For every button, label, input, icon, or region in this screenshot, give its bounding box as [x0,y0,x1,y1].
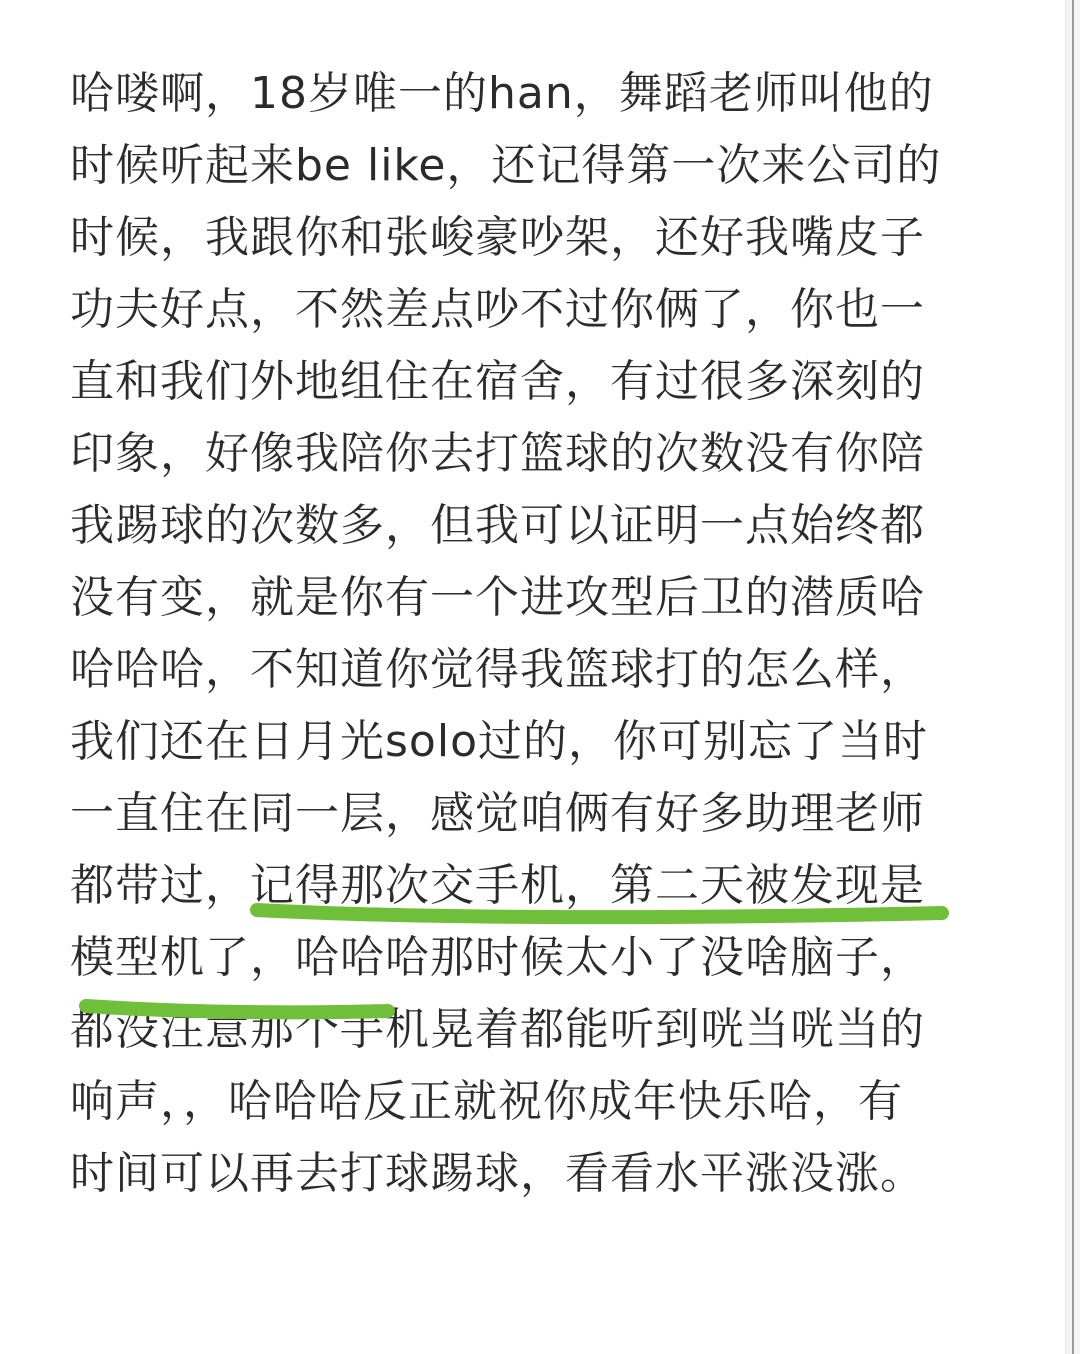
text-line: 模型机了，哈哈哈那时候太小了没啥脑子， [70,932,925,983]
text-line: 响声，，哈哈哈反正就祝你成年快乐哈，有 [70,1076,903,1127]
text-line: 都带过，记得那次交手机，第二天被发现是 [70,860,925,911]
text-line: 都没注意那个手机晃着都能听到咣当咣当的 [70,1004,925,1055]
text-line: 没有变，就是你有一个进攻型后卫的潜质哈 [70,572,925,623]
text-line: 一直住在同一层，感觉咱俩有好多助理老师 [70,788,925,839]
text-line: 时候听起来be like，还记得第一次来公司的 [70,140,942,191]
text-line: 直和我们外地组住在宿舍，有过很多深刻的 [70,356,925,407]
text-line: 功夫好点，不然差点吵不过你俩了，你也一 [70,284,925,335]
text-line: 时间可以再去打球踢球，看看水平涨没涨。 [70,1148,925,1199]
scrollbar[interactable] [1065,0,1080,1354]
text-line: 哈哈哈，不知道你觉得我篮球打的怎么样， [70,644,925,695]
text-line: 哈喽啊，18岁唯一的han，舞蹈老师叫他的 [70,68,934,119]
scrollbar-thumb[interactable] [1072,0,1074,1354]
text-line: 印象，好像我陪你去打篮球的次数没有你陪 [70,428,925,479]
document-body [70,58,990,1210]
text-line: 我们还在日月光solo过的，你可别忘了当时 [70,716,928,767]
text-line: 我踢球的次数多，但我可以证明一点始终都 [70,500,925,551]
text-line: 时候，我跟你和张峻豪吵架，还好我嘴皮子 [70,212,925,263]
